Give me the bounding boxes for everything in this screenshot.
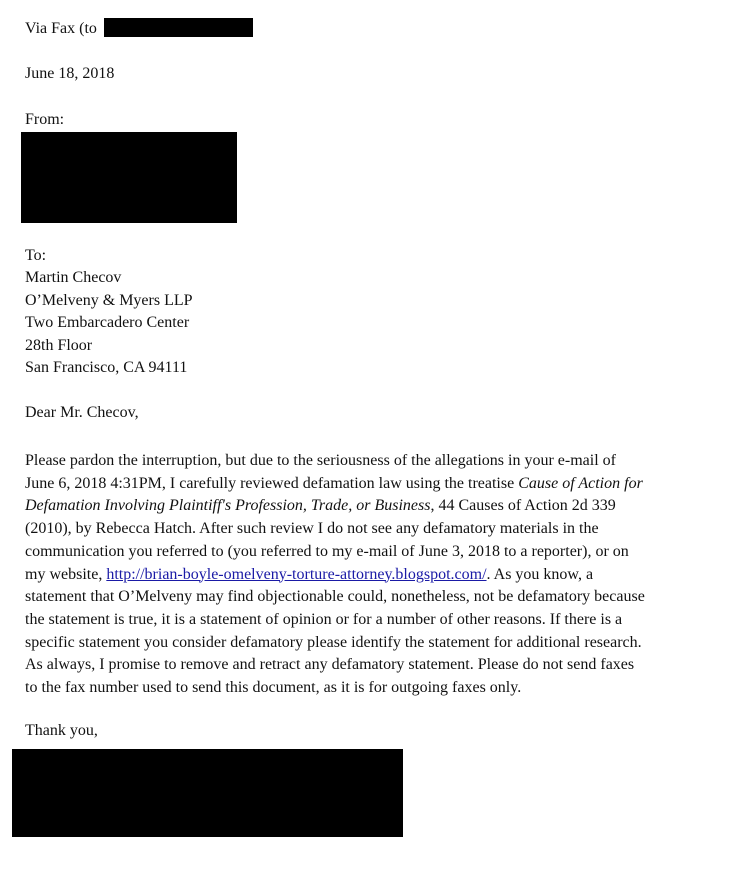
salutation: Dear Mr. Checov, <box>25 404 139 421</box>
body-line: (2010), by Rebecca Hatch. After such review I do not see any defamatory materials in the <box>25 520 599 538</box>
to-label: To: <box>25 247 47 264</box>
body-text: , 44 Causes of Action 2d 339 <box>430 497 616 515</box>
body-text: my website, <box>25 565 107 583</box>
body-paragraph <box>25 450 705 700</box>
from-label: From: <box>25 111 65 128</box>
body-text: . As you know, a <box>486 565 594 583</box>
redacted-fax-number <box>104 18 253 37</box>
recipient-address-line-1: Two Embarcadero Center <box>25 314 190 331</box>
body-text: June 6, 2018 4:31PM, I carefully reviewed defamation law using the treatise <box>25 474 519 492</box>
closing: Thank you, <box>25 722 98 739</box>
body-line: the statement is true, it is a statement of opinion or for a number of other reasons. If there is a <box>25 610 623 628</box>
recipient-firm: O’Melveny & Myers LLP <box>25 292 193 309</box>
body-line: specific statement you consider defamatory please identify the statement for additional research. <box>25 633 642 651</box>
treatise-title: Defamation Involving Plaintiff's Profession, Trade, or Business <box>25 497 431 515</box>
letter-date: June 18, 2018 <box>25 65 115 82</box>
via-fax-line: Via Fax (to <box>25 20 97 37</box>
body-line <box>25 473 705 496</box>
body-line: to the fax number used to send this document, as it is for outgoing faxes only. <box>25 679 522 697</box>
website-link[interactable]: http://brian-boyle-omelveny-torture-attorney.blogspot.com/ <box>106 565 487 583</box>
redacted-signature-block <box>12 749 403 837</box>
body-line: Please pardon the interruption, but due to the seriousness of the allegations in your e-mail of <box>25 452 616 469</box>
body-line <box>25 564 705 587</box>
treatise-title: Cause of Action for <box>518 474 643 492</box>
recipient-name: Martin Checov <box>25 269 122 286</box>
recipient-address-line-2: 28th Floor <box>25 337 93 354</box>
redacted-sender-block <box>21 132 237 223</box>
recipient-city: San Francisco, CA 94111 <box>25 359 188 376</box>
body-line: statement that O’Melveny may find objectionable could, nonetheless, not be defamatory because <box>25 588 645 606</box>
body-line: communication you referred to (you referred to my e-mail of June 3, 2018 to a reporter), or on <box>25 542 629 560</box>
body-line: As always, I promise to remove and retract any defamatory statement. Please do not send faxes <box>25 656 635 674</box>
body-line <box>25 495 705 518</box>
